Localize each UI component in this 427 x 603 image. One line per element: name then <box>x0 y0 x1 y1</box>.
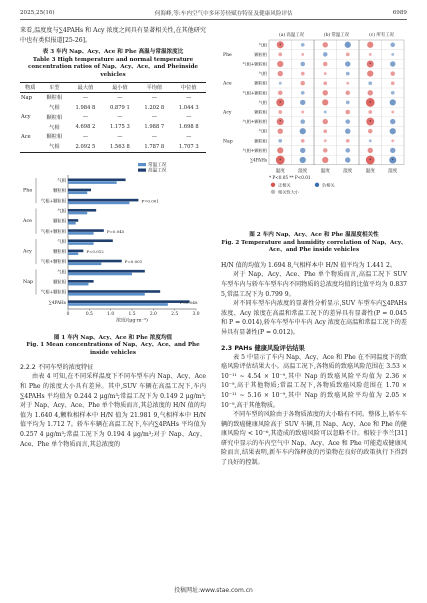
correlation-bubble <box>345 129 350 134</box>
bar-high <box>68 300 190 303</box>
significance-mark: * <box>369 157 372 163</box>
row-label: 气相 <box>258 99 267 105</box>
table3-caption-cn: 表 3 车内 Nap、Acy、Ace 和 Phe 高温与常温浓度比 <box>42 49 184 56</box>
correlation-bubble <box>391 53 394 56</box>
correlation-bubble <box>390 119 395 124</box>
correlation-bubble <box>323 148 328 153</box>
table3-cell: 1.787 8 <box>137 142 171 152</box>
correlation-bubble <box>323 52 328 57</box>
correlation-bubble <box>322 99 328 105</box>
legend-negative-swatch <box>315 183 319 187</box>
bar-high <box>68 178 126 181</box>
table3-cell: — <box>82 114 89 121</box>
x-tick-label: 0 <box>66 311 70 317</box>
intro-paragraph: 来看,温度度与∑4PAHs 和 Acy 浓度之间具有显著相关性,在其他研究中也有类似报道[25-26]。 <box>20 27 206 44</box>
table3-caption <box>20 49 206 79</box>
panel-title: (c) 所有工况 <box>369 33 394 38</box>
correlation-bubble <box>390 71 395 76</box>
table3-cell: 颗粒相 <box>46 95 63 102</box>
row-label: 颗粒相 <box>53 280 66 286</box>
group-label: Phe <box>23 188 33 194</box>
bar-high <box>68 249 83 252</box>
row-label: 气相+颗粒相 <box>40 259 66 265</box>
row-label: 气相 <box>57 178 66 184</box>
figure2-caption-en: Fig. 2 Temperature and humidity correlation of Nap、Acy、Ace、and Phe inside vehicles <box>221 239 407 254</box>
right-paragraph-4: 表 5 中显示了车内 Nap、Acy、Ace 和 Phe 在不同温度下的致癌风险评估结果大小。高温工况下,各物质的致癌风险范围在 3.53 × 10⁻¹¹ ~ 4.54 × 10⁻⁹,其中 Nap 的致癌风险平均值为 2.36 × 10⁻⁹,高于其他物质;常温工况下,各物质致癌风险范围在 1.70 × 10⁻¹¹ ~ 5.16 × 10⁻⁹,其中 Nap 的致癌风险平均值为 2.05 × 10⁻⁹,高于其他物质。 <box>221 353 407 409</box>
bar-normal <box>68 181 117 184</box>
row-label: 气相+颗粒相 <box>40 290 66 296</box>
column-label: 湿度 <box>298 168 308 174</box>
correlation-bubble <box>324 72 327 75</box>
section-2-2-2-paragraph: 由表 4 可知,在不同采样温度下不同车型车内 Nap、Acy、Ace 和 Phe 的浓度大小具有差异。其中,SUV 车辆在高温工况下,车内∑4PAHs 平均值为 0.244 2 μg/m³;常温工况下为 0.149 2 μg/m³;对于 Nap、Acy、Ace、Phe 单个物质而言,其总浓度的 H/N 值的均值为 1.640 4,颗粒相样本中 H/N 值为 21.981 9,气相样本中 H/N 值平均为 1.712 7。轿车车辆在高温工况下,车内∑4PAHs 平均值为 0.257 4 μg/m³;常温工况下为 0.194 4 μg/m³;对于 Nap、Acy、Ace、Phe 单个物质而言,其总浓度的 <box>20 373 206 448</box>
bar-normal <box>68 211 87 214</box>
panel-title: (b) 常温工况 <box>323 33 350 38</box>
correlation-bubble <box>369 139 372 142</box>
correlation-bubble <box>391 81 395 85</box>
correlation-bubble <box>390 99 396 105</box>
correlation-bubble <box>278 53 282 57</box>
section-2-3-heading: 2.3 PAHs 健康风险评估结果 <box>221 344 305 352</box>
table3-cell: 1.707 3 <box>172 142 206 152</box>
correlation-bubble <box>345 148 350 153</box>
x-tick-label: 3.0 <box>192 311 200 317</box>
correlation-bubble <box>300 119 305 124</box>
legend-positive-label: 正相关 <box>278 182 291 188</box>
correlation-bubble <box>301 53 304 56</box>
table3-row <box>20 103 206 113</box>
legend-swatch-normal <box>138 163 146 166</box>
bar-normal <box>68 252 78 255</box>
row-label: 气相 <box>258 71 267 77</box>
significance-mark: * <box>279 99 282 105</box>
figure1-chart <box>20 159 206 329</box>
correlation-bubble <box>346 53 350 57</box>
correlation-bubble <box>345 61 350 66</box>
figure1 <box>20 159 206 358</box>
legend-swatch-high <box>138 168 146 171</box>
row-label: 气相+颗粒相 <box>242 90 267 96</box>
table3-cell: — <box>117 94 123 101</box>
p-value-annotation: P=0.012 <box>86 248 104 254</box>
table3-cell: — <box>151 94 157 101</box>
table3-row <box>20 113 206 123</box>
th-type: 车型 <box>40 82 68 92</box>
row-label: 气相+颗粒相 <box>242 147 267 153</box>
section-2-2-2-heading: 2.2.2 不同车型的浓度特征 <box>20 364 94 372</box>
th-mean: 平均值 <box>137 82 171 92</box>
table3-caption-en: Table 3 High temperature and normal temperature concentration ratios of Nap、Acy、Ace、and Pheinside vehicles <box>27 56 199 78</box>
correlation-bubble <box>345 91 350 96</box>
th-min: 最小值 <box>103 82 137 92</box>
table3-cell: — <box>186 94 192 101</box>
correlation-bubble <box>278 110 282 114</box>
table3-cell: 1.984 8 <box>75 104 96 111</box>
table3-cell <box>20 142 40 152</box>
correlation-bubble <box>324 111 327 114</box>
row-label: 气相+颗粒相 <box>242 61 267 67</box>
correlation-bubble <box>277 147 283 153</box>
table3-cell: 0.879 1 <box>109 104 130 111</box>
table3-cell: 1.202 8 <box>144 104 165 111</box>
bar-high <box>68 290 160 293</box>
table3-cell: — <box>117 114 123 121</box>
th-substance: 物质 <box>20 82 40 92</box>
correlation-bubble <box>368 148 373 153</box>
table3-cell: 气相 <box>49 124 60 131</box>
legend-size-label: 相关性大小 <box>278 189 299 195</box>
correlation-bubble <box>390 128 396 134</box>
significance-mark: * <box>369 99 372 105</box>
table3-row <box>20 122 206 132</box>
correlation-bubble <box>323 90 328 95</box>
table3-cell <box>20 103 40 113</box>
row-label: 颗粒相 <box>53 219 66 225</box>
right-paragraph-top: H/N 值的均值为 1.694 8,气相样本中 H/N 值平均为 1.441 2。 <box>221 261 396 269</box>
legend-label-normal: 常温工况 <box>148 162 167 168</box>
correlation-bubble <box>278 91 283 96</box>
significance-mark: * <box>279 119 282 125</box>
bar-normal <box>68 222 76 225</box>
group-label: Ace <box>23 218 32 224</box>
figure2-caption-cn: 图 2 车内 Nap、Acy、Ace 和 Phe 温湿度相关性 <box>249 232 379 238</box>
table3-cell: Nap <box>21 94 32 101</box>
correlation-bubble <box>300 81 305 86</box>
correlation-bubble <box>391 111 394 114</box>
correlation-bubble <box>278 71 283 76</box>
bar-high <box>68 188 91 191</box>
correlation-bubble <box>300 128 306 134</box>
bar-normal <box>68 242 94 245</box>
row-label: 颗粒相 <box>53 249 66 255</box>
bar-normal <box>68 232 94 235</box>
running-title: 何海峰,等:车内空气中多环芳烃赋存特征及健康风险评估 <box>154 10 293 17</box>
correlation-bubble <box>345 119 350 124</box>
group-label: Nap <box>223 139 233 145</box>
correlation-bubble <box>301 91 305 95</box>
table3-cell: 气相 <box>40 142 68 152</box>
table3-cell: — <box>82 133 89 140</box>
correlation-bubble <box>301 139 305 143</box>
journal-issue: 2025,25(16) <box>20 9 55 16</box>
correlation-bubble <box>345 110 350 115</box>
table3-cell: Acy <box>21 114 31 121</box>
row-label: 气相+颗粒相 <box>40 229 66 235</box>
right-column <box>221 26 407 581</box>
bar-normal <box>68 191 87 194</box>
x-tick-label: 2.0 <box>149 311 157 317</box>
legend-label-high: 高温工况 <box>148 168 167 174</box>
table3-cell: 1.175 3 <box>109 124 130 131</box>
group-label: Acy <box>223 110 232 116</box>
bar-normal <box>68 282 88 285</box>
bar-high <box>68 219 78 222</box>
correlation-bubble <box>368 129 373 134</box>
correlation-bubble <box>301 43 305 47</box>
correlation-bubble <box>368 110 372 114</box>
correlation-bubble <box>345 42 351 48</box>
page-number: 6989 <box>392 9 407 16</box>
figure1-caption-en: Fig. 1 Mean concentrations of Nap、Acy、Ace、and Phe inside vehicles <box>26 342 200 356</box>
figure1-caption <box>20 335 206 358</box>
correlation-bubble <box>346 101 350 105</box>
correlation-bubble <box>301 111 304 114</box>
correlation-bubble <box>391 139 394 142</box>
bar-normal <box>68 262 101 265</box>
correlation-bubble <box>368 81 372 85</box>
group-label: Nap <box>23 279 34 285</box>
row-label: 颗粒相 <box>254 138 267 144</box>
table3-cell: — <box>151 114 157 121</box>
bar-high <box>68 259 122 262</box>
correlation-bubble <box>390 61 395 66</box>
row-label: 颗粒相 <box>254 51 267 57</box>
right-paragraph-2: 对于 Nap、Acy、Ace、Phe 单个物质而言,高温工况下 SUV 车型车内与轿车车型车内不同物质的总浓度均值的比值平均为 0.837 5,常温工况下为 0.799 9。 <box>221 271 407 298</box>
correlation-bubble <box>323 62 328 67</box>
p-value-annotation: P=0.048 <box>180 299 198 305</box>
row-label: 气相 <box>57 239 66 245</box>
significance-mark: * <box>279 157 282 163</box>
correlation-bubble <box>323 81 327 85</box>
correlation-bubble <box>277 61 283 67</box>
p-value-annotation: P=0.001 <box>141 197 159 203</box>
correlation-bubble <box>300 157 306 163</box>
row-label: 气相 <box>258 42 267 48</box>
bar-normal <box>68 303 168 306</box>
x-tick-label: 0.5 <box>85 311 93 317</box>
bar-high <box>68 239 113 242</box>
bar-high <box>68 209 96 212</box>
right-paragraph-3: 对不同车型车内浓度的显著性分析显示,SUV 车型车内∑4PAHs 浓度、Acy 浓度在高温和常温工况下的差异具有显著性(P = 0.045 和 P = 0.014),轿车车型车中车内 Acy 浓度在高温和常温工况下的差异具有显著性(P = 0.012)。 <box>221 300 407 336</box>
table3-cell: — <box>117 133 123 140</box>
x-tick-label: 1.5 <box>128 311 136 317</box>
correlation-bubble <box>323 119 328 124</box>
legend-significance: * P<0.05 ** P<0.01 <box>269 174 311 180</box>
table3-cell: 颗粒相 <box>46 134 63 141</box>
significance-mark: * <box>369 61 372 67</box>
correlation-bubble <box>300 148 305 153</box>
column-label: 温度 <box>365 168 375 174</box>
significance-mark: * <box>391 157 394 163</box>
correlation-bubble <box>369 53 372 56</box>
table3-cell <box>20 122 40 132</box>
row-label: 气相 <box>258 128 267 134</box>
table3-cell: 1.563 8 <box>103 142 137 152</box>
correlation-bubble <box>390 148 395 153</box>
column-label: 湿度 <box>388 168 398 174</box>
group-label: Acy <box>23 249 32 255</box>
column-label: 湿度 <box>343 168 353 174</box>
correlation-bubble <box>323 42 328 47</box>
p-value-annotation: P=0.001 <box>124 258 143 264</box>
correlation-bubble <box>301 72 305 76</box>
correlation-bubble <box>346 72 350 76</box>
figure2-chart <box>221 26 407 226</box>
legend-negative-label: 负相关 <box>322 182 335 188</box>
bar-high <box>68 198 138 201</box>
bar-high <box>68 270 145 273</box>
bar-normal <box>68 293 145 296</box>
row-label: 颗粒相 <box>53 188 66 194</box>
row-label: ∑4PAHs <box>250 157 267 163</box>
legend-size-swatch <box>271 190 275 194</box>
correlation-bubble <box>346 139 350 143</box>
correlation-bubble <box>279 82 282 85</box>
correlation-bubble <box>324 139 327 142</box>
panel-title: (a) 高温工况 <box>278 33 305 38</box>
table3-cell: — <box>186 114 192 121</box>
correlation-bubble <box>345 157 350 162</box>
column-label: 温度 <box>275 168 285 174</box>
table3-cell: 颗粒相 <box>46 114 63 121</box>
correlation-bubble <box>323 129 327 133</box>
table3-cell: 1.698 8 <box>178 124 199 131</box>
p-value-annotation: P=0.045 <box>106 228 125 234</box>
correlation-bubble <box>278 139 282 143</box>
row-label: ∑4PAHs <box>48 300 66 306</box>
table3-row <box>20 142 206 152</box>
correlation-bubble <box>300 62 305 67</box>
table3-cell: 1.988 7 <box>144 124 165 131</box>
bar-high <box>68 280 94 283</box>
legend-positive-swatch <box>271 183 275 187</box>
bar-high <box>68 229 104 232</box>
row-label: 气相 <box>57 209 66 215</box>
figure1-caption-cn: 图 1 车内 Nap、Acy、Ace 和 Phe 浓度均值 <box>53 334 173 341</box>
table3-cell: Ace <box>21 133 31 140</box>
table3-row <box>20 132 206 142</box>
row-label: 气相+颗粒相 <box>40 198 66 204</box>
row-label: 颗粒相 <box>254 80 267 86</box>
significance-mark: * <box>369 119 372 125</box>
figure2-caption <box>221 232 407 255</box>
correlation-bubble <box>391 91 395 95</box>
correlation-bubble <box>346 82 349 85</box>
th-max: 最大值 <box>68 82 102 92</box>
table3-cell: — <box>186 133 192 140</box>
group-label: Ace <box>223 81 232 87</box>
th-median: 中位值 <box>172 82 206 92</box>
row-label: 气相+颗粒相 <box>242 119 267 125</box>
correlation-bubble <box>367 70 373 76</box>
correlation-bubble <box>278 129 283 134</box>
x-tick-label: 1.0 <box>107 311 115 317</box>
table3-cell: 2.092 5 <box>68 142 102 152</box>
correlation-bubble <box>390 43 395 48</box>
significance-mark: * <box>279 42 282 48</box>
table3-cell: 气相 <box>49 105 60 112</box>
correlation-bubble <box>322 157 328 163</box>
table3-row <box>20 92 206 102</box>
bar-normal <box>68 272 132 275</box>
group-label: Phe <box>223 52 232 58</box>
row-label: 颗粒相 <box>254 109 267 115</box>
column-label: 温度 <box>320 168 330 174</box>
table3-cell: 4.698 2 <box>75 124 96 131</box>
table3-cell: — <box>82 94 89 101</box>
left-column <box>20 26 206 581</box>
x-tick-label: 2.5 <box>171 311 179 317</box>
table3-cell: — <box>151 133 157 140</box>
correlation-bubble <box>367 42 373 48</box>
table3-header-row <box>20 82 206 92</box>
bar-normal <box>68 201 129 204</box>
right-paragraph-5: 不同车型的风险由于各物质浓度的大小略有不同。整体上,轿车车辆的致癌健康风险高于 SUV 车辆,且 Nap、Acy、Ace 和 Phe 的健康风险均 < 10⁻⁶,其造成的致癌风险可以忽略不计。相较于李兰[31]研究中显示的车内空气中 Nap、Acy、Ace 和 Phe 可能造成健康风险而言,结果表明,新车车内饰释放的污染物在良好的政策执行下得到了良好的控制。 <box>221 411 407 467</box>
page-header <box>20 6 407 20</box>
page-footer: 投稿网址:www.stae.com.cn <box>174 587 253 594</box>
x-axis-label: 浓度/(μg·m⁻³) <box>116 318 148 324</box>
table3-cell: 1.044 3 <box>178 104 199 111</box>
table3 <box>20 82 206 153</box>
correlation-bubble <box>300 100 305 105</box>
row-label: 气相 <box>57 270 66 276</box>
correlation-bubble <box>368 90 373 95</box>
